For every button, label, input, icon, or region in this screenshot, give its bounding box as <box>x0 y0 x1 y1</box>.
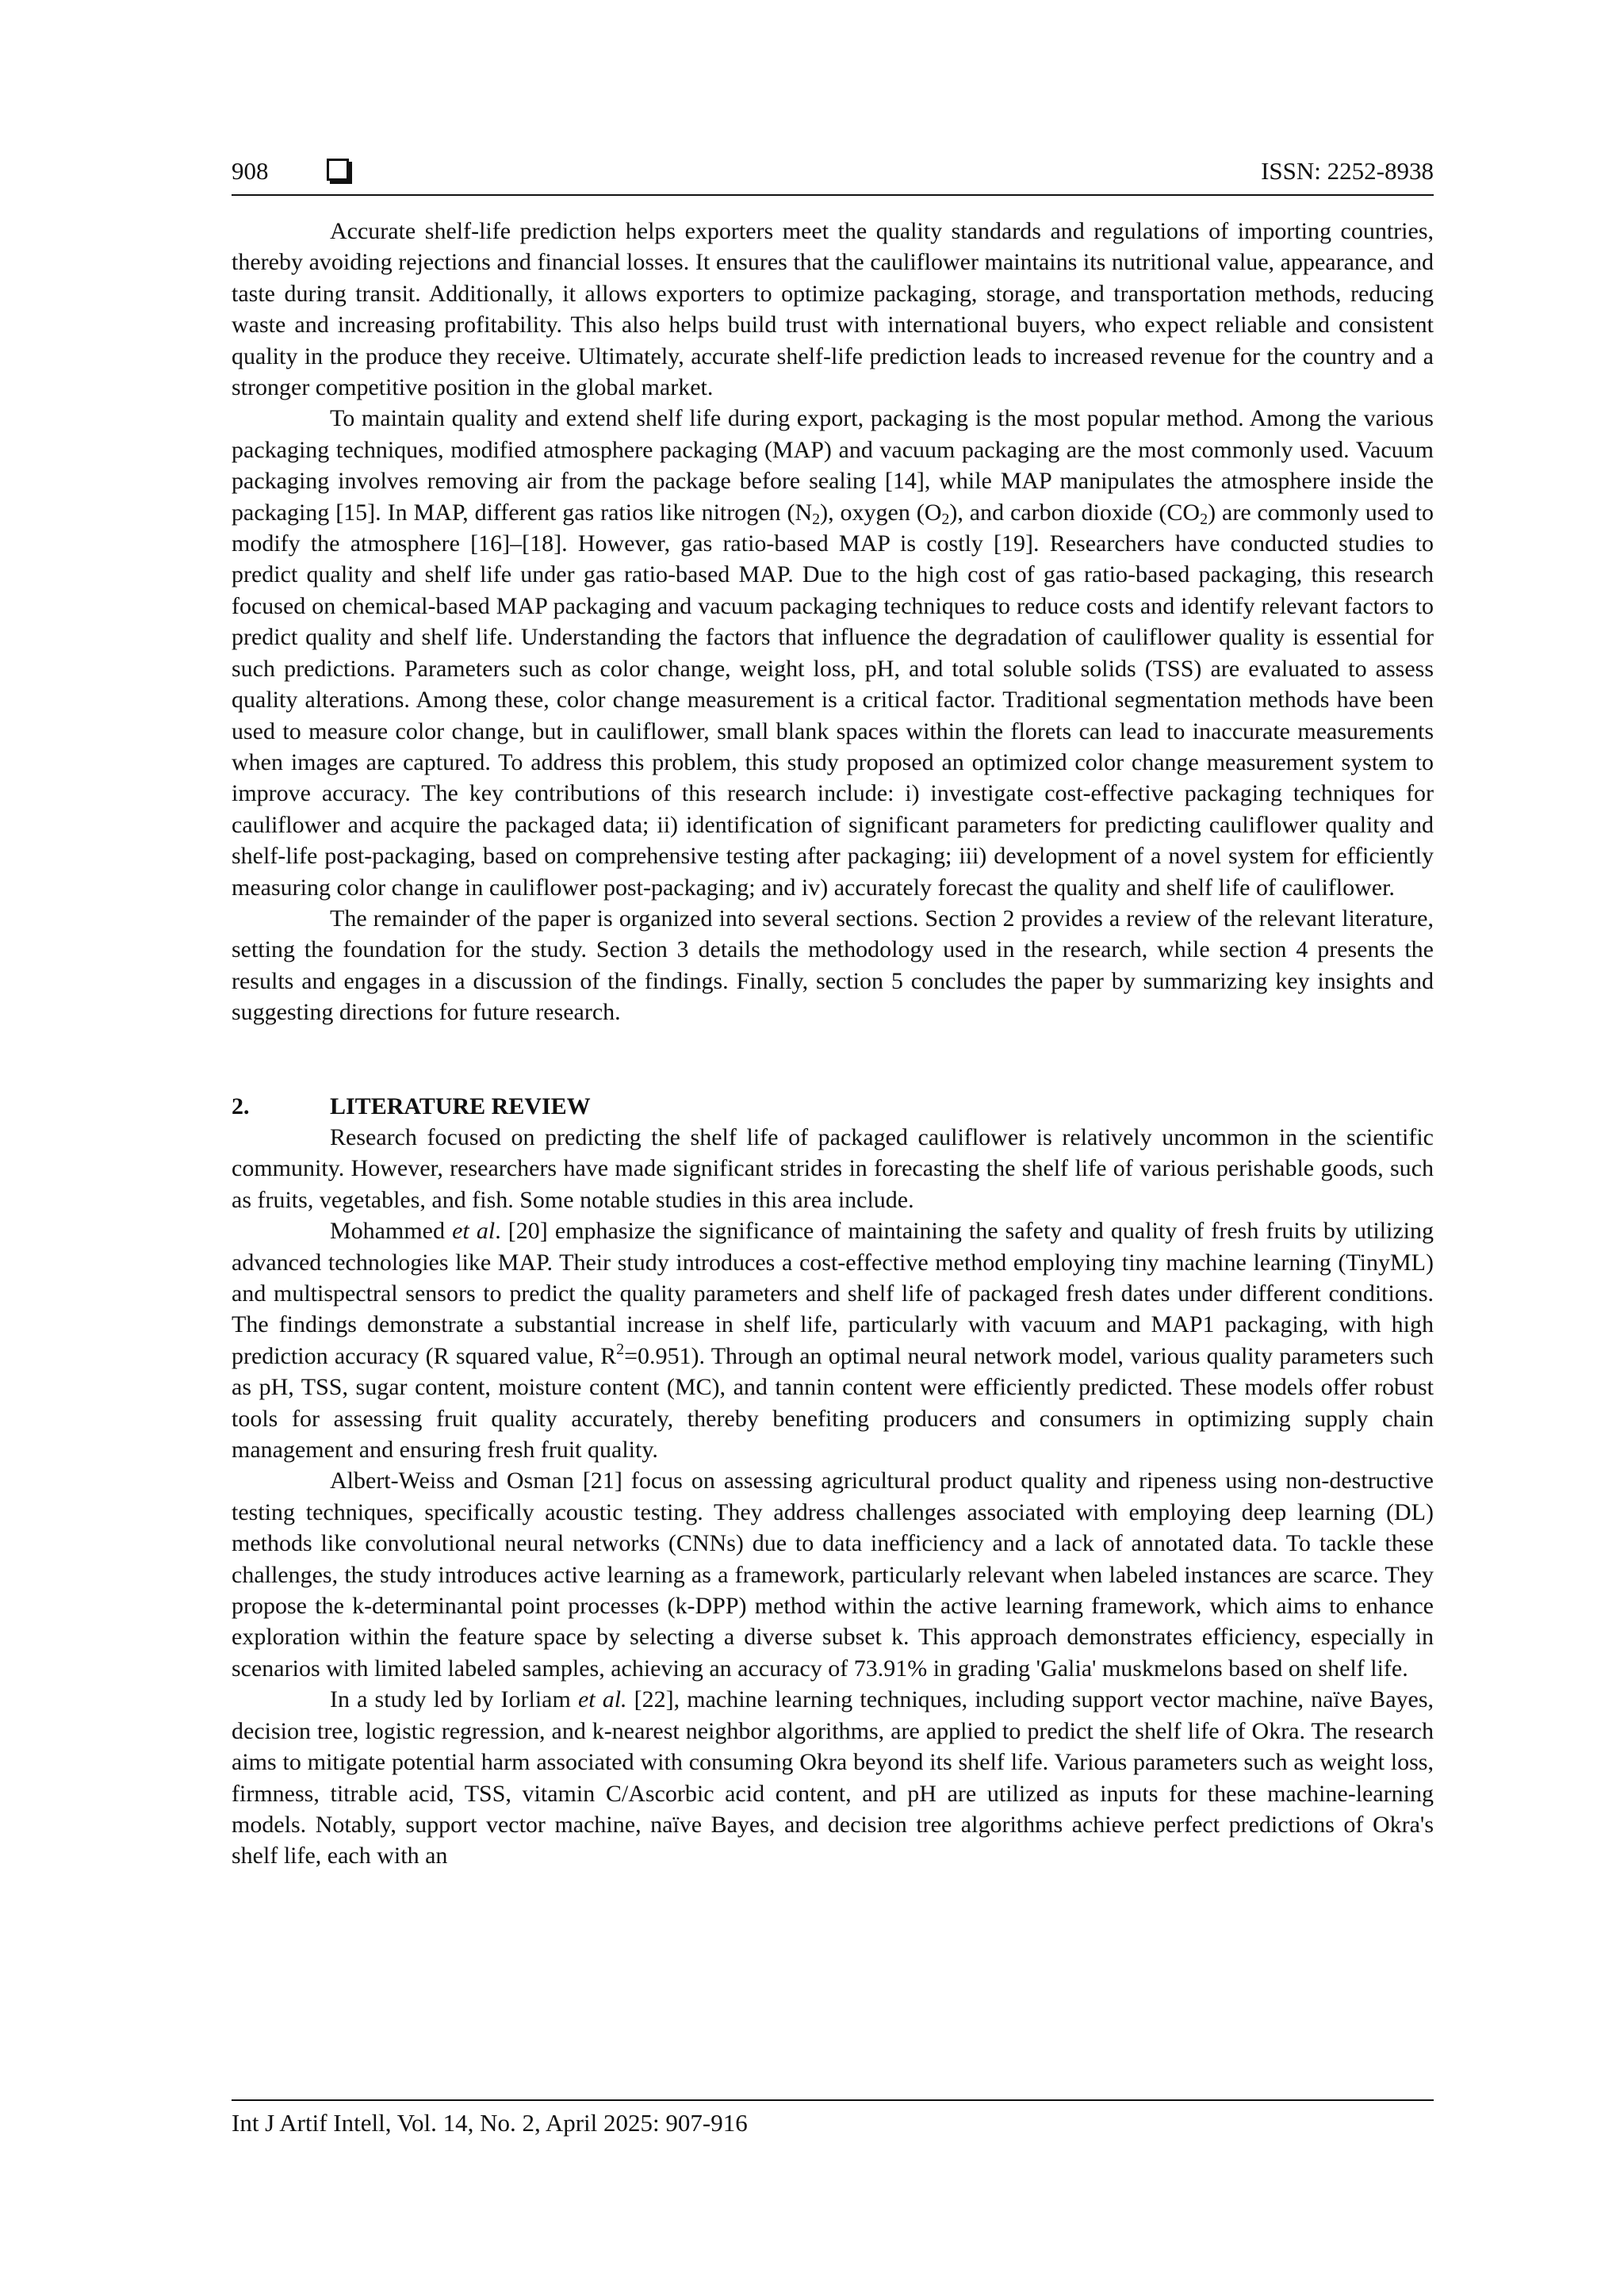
section-number: 2. <box>232 1093 250 1119</box>
text-span: [22], machine learning techniques, including support vector machine, naïve Bayes, decision tree, logistic regression, and k-nearest neighbor algorithms, are applied to predict the shelf life of Okra. The research aims to mitigate potential harm associated with consuming Okra beyond its shelf life. Various parameters such as weight loss, firmness, titrable acid, TSS, vitamin C/Ascorbic acid content, and pH are utilized as inputs for these machine-learning models. Notably, support vector machine, naïve Bayes, and decision tree algorithms achieve perfect predictions of Okra's shelf life, each with an <box>232 1686 1434 1869</box>
checkbox-square-icon <box>327 159 349 181</box>
text-span: . [20] emphasize the significance of maintaining the safety and quality of fresh fruits by utilizing advanced technologies like MAP. Their study introduces a cost-effective method employing tiny machine learning (TinyML) and multispectral sensors to predict the quality parameters and shelf life of packaged fresh dates under different conditions. The findings demonstrate a substantial increase in shelf life, particularly with vacuum and MAP1 packaging, with high prediction accuracy (R squared value, R <box>232 1218 1434 1369</box>
subscript: 2 <box>941 510 950 528</box>
text-span: ), oxygen (O <box>820 499 942 526</box>
journal-citation-footer: Int J Artif Intell, Vol. 14, No. 2, April 2025: 907-916 <box>232 2109 748 2137</box>
paragraph-mohammed <box>232 1215 1434 1465</box>
superscript: 2 <box>616 1340 625 1358</box>
text-span: In a study led by Iorliam <box>330 1686 578 1713</box>
text-span: Mohammed <box>330 1218 453 1245</box>
text-span: ) are commonly used to modify the atmosphere [16]–[18]. However, gas ratio-based MAP is costly [19]. Researchers have conducted studies to predict quality and shelf life under gas ratio-based MAP. Due to the high cost of gas ratio-based packaging, this research focused on chemical-based MAP packaging and vacuum packaging techniques to reduce costs and identify relevant factors to predict quality and shelf life. Understanding the factors that influence the degradation of cauliflower quality is essential for such predictions. Parameters such as color change, weight loss, pH, and total soluble solids (TSS) are evaluated to assess quality alterations. Among these, color change measurement is a critical factor. Traditional segmentation methods have been used to measure color change, but in cauliflower, small blank spaces within the florets can lead to inaccurate measurements when images are captured. To address this problem, this study proposed an optimized color change measurement system to improve accuracy. The key contributions of this research include: i) investigate cost-effective packaging techniques for cauliflower and acquire the packaged data; ii) identification of significant parameters for predicting cauliflower quality and shelf-life post-packaging, based on comprehensive testing after packaging; iii) development of a novel system for efficiently measuring color change in cauliflower post-packaging; and iv) accurately forecast the quality and shelf life of cauliflower. <box>232 499 1434 901</box>
text-span: To maintain quality and extend shelf life during export, packaging is the most popular method. Among the various packaging techniques, modified atmosphere packaging (MAP) and vacuum packaging are the most commonly used. Vacuum packaging involves removing air from the package before sealing [14], while MAP manipulates the atmosphere inside the packaging [15]. In MAP, different gas ratios like nitrogen (N <box>232 405 1434 526</box>
page-number: 908 <box>232 157 269 185</box>
paragraph-iorliam <box>232 1684 1434 1871</box>
footer-divider <box>232 2099 1434 2101</box>
paragraph-paper-organization: The remainder of the paper is organized into several sections. Section 2 provides a review of the relevant literature, setting the foundation for the study. Section 3 details the methodology used in the research, while section 4 presents the results and engages in a discussion of the findings. Finally, section 5 concludes the paper by summarizing key insights and suggesting directions for future research. <box>232 905 1434 1026</box>
paragraph-packaging <box>232 403 1434 903</box>
subscript: 2 <box>1200 510 1208 528</box>
paragraph-shelf-life-prediction: Accurate shelf-life prediction helps exporters meet the quality standards and regulations of importing countries, thereby avoiding rejections and financial losses. It ensures that the cauliflower maintains its nutritional value, appearance, and taste during transit. Additionally, it allows exporters to optimize packaging, storage, and transportation methods, reducing waste and increasing profitability. This also helps build trust with international buyers, who expect reliable and consistent quality in the produce they receive. Ultimately, accurate shelf-life prediction leads to increased revenue for the country and a stronger competitive position in the global market. <box>232 218 1434 401</box>
paragraph-albert-weiss: Albert-Weiss and Osman [21] focus on assessing agricultural product quality and ripeness using non-destructive testing techniques, specifically acoustic testing. They address challenges associated with employing deep learning (DL) methods like convolutional neural networks (CNNs) due to data inefficiency and a lack of annotated data. To tackle these challenges, the study introduces active learning as a framework, particularly relevant when labeled instances are scarce. They propose the k-determinantal point processes (k-DPP) method within the active learning framework, which aims to enhance exploration within the feature space by selecting a diverse subset k. This approach demonstrates efficiency, especially in scenarios with limited labeled samples, achieving an accuracy of 73.91% in grading 'Galia' muskmelons based on shelf life. <box>232 1468 1434 1682</box>
text-span: ), and carbon dioxide (CO <box>949 499 1201 526</box>
body-text <box>232 216 1434 1872</box>
section-heading-literature-review <box>232 1091 1434 1122</box>
section-title: LITERATURE REVIEW <box>330 1093 591 1119</box>
running-header <box>232 152 1434 190</box>
italic-etal: et al <box>452 1218 496 1245</box>
issn-label: ISSN: 2252-8938 <box>1261 157 1434 185</box>
paragraph-lit-intro: Research focused on predicting the shelf life of packaged cauliflower is relatively uncommon in the scientific community. However, researchers have made significant strides in forecasting the shelf life of various perishable goods, such as fruits, vegetables, and fish. Some notable studies in this area include. <box>232 1123 1434 1213</box>
italic-etal: et al. <box>577 1686 627 1713</box>
header-divider <box>232 194 1434 196</box>
subscript: 2 <box>812 510 821 528</box>
text-span: =0.951). Through an optimal neural network model, various quality parameters such as pH, TSS, sugar content, moisture content (MC), and tannin content were efficiently predicted. These models offer robust tools for assessing fruit quality accurately, thereby benefiting producers and consumers in optimizing supply chain management and ensuring fresh fruit quality. <box>232 1342 1434 1464</box>
